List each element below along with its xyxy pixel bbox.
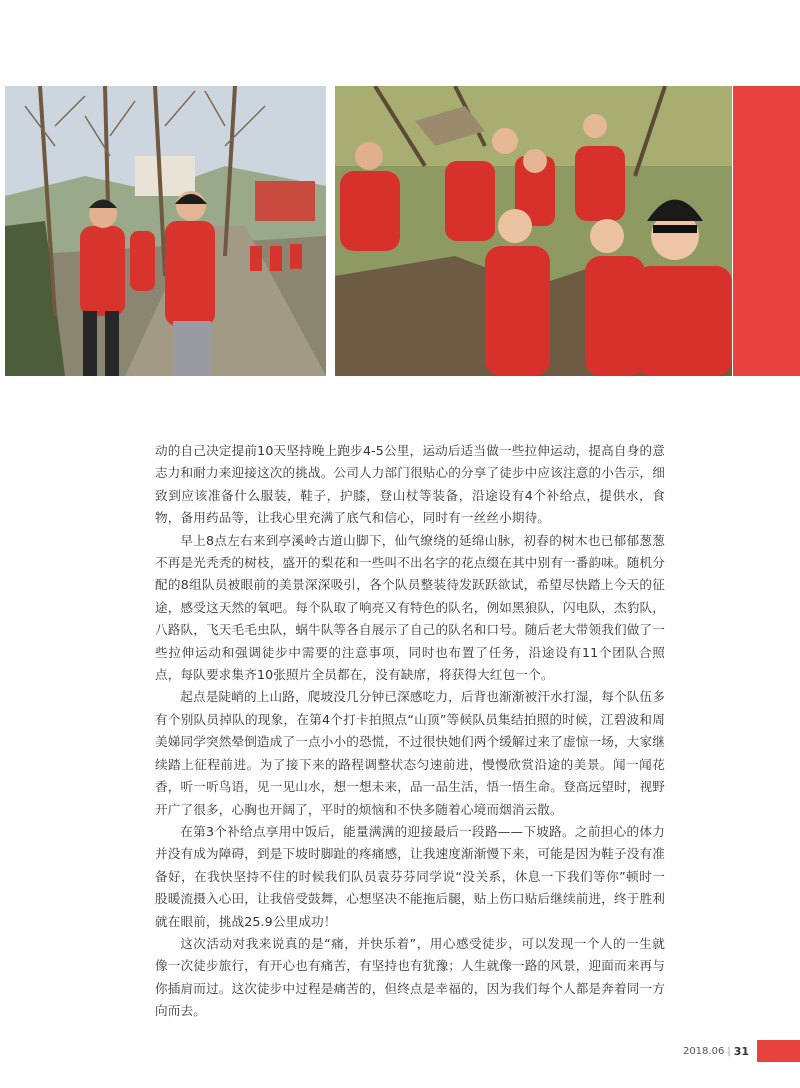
group-hikers-photo — [335, 86, 732, 376]
article-paragraph: 这次活动对我来说真的是“痛，并快乐着”，用心感受徒步，可以发现一个人的一生就像一次徒步旅行，有开心也有痛苦，有坚持也有犹豫；人生就像一路的风景，迎面而来再与你插肩而过。这次徒步中过程是痛苦的，但终点是幸福的，因为我们每个人都是奔着同一方向而去。 — [155, 935, 665, 1019]
article-paragraph: 早上8点左右来到亭溪岭古道山脚下，仙气缭绕的延绵山脉，初春的树木也已郁郁葱葱不再是光秃秃的树枝，盛开的梨花和一些叫不出名字的花点缀在其中别有一番韵味。随机分配的8组队员被眼前的美景深深吸引，各个队员整装待发跃跃欲试，希望尽快踏上今天的征途，感受这天然的氧吧。每个队取了响亮又有特色的队名，例如黑狼队，闪电队，杰豹队，八路队，飞天毛毛虫队，蜗牛队等各自展示了自己的队名和口号。随后老大带领我们做了一些拉伸运动和强调徒步中需要的注意事项，同时也布置了任务，沿途设有11个团队合照点，每队要求集齐10张照片全员都在，没有缺席，将获得大红包一个。 — [155, 532, 665, 683]
hiking-trail-photo — [5, 86, 326, 376]
article-paragraph: 起点是陡峭的上山路，爬坡没几分钟已深感吃力，后背也渐渐被汗水打湿，每个队伍多有个别队员掉队的现象，在第4个打卡拍照点“山顶”等候队员集结拍照的时候，江碧波和周美娣同学突然晕倒造成了一点小小的恐慌，不过很快她们两个缓解过来了虚惊一场，大家继续踏上征程前进。为了接下来的路程调整状态匀速前进，慢慢欣赏沿途的美景。闻一闻花香，听一听鸟语，见一见山水，想一想未来，品一品生活，悟一悟生命。登高远望时，视野开广了很多，心胸也开阔了，平时的烦恼和不快多随着心境而烟消云散。 — [155, 689, 665, 817]
footer-separator: | — [727, 1045, 731, 1057]
accent-tab — [733, 86, 800, 376]
article-paragraph: 动的自己决定提前10天坚持晚上跑步4-5公里，运动后适当做一些拉伸运动，提高自身的意志力和耐力来迎接这次的挑战。公司人力部门很贴心的分享了徒步中应该注意的小告示，细致到应该准备什么服装，鞋子，护膝，登山杖等装备，沿途设有4个补给点，提供水，食物，备用药品等，让我心里充满了底气和信心，同时有一丝丝小期待。 — [155, 443, 665, 526]
page-number: 31 — [733, 1044, 749, 1058]
footer-accent-block — [757, 1040, 800, 1062]
page-footer — [683, 1040, 800, 1062]
issue-date: 2018.06 — [682, 1045, 725, 1057]
article-paragraph: 在第3个补给点享用中饭后，能量满满的迎接最后一段路——下坡路。之前担心的体力并没有成为障碍，到是下坡时脚趾的疼痛感，让我速度渐渐慢下来，可能是因为鞋子没有准备好，在我快坚持不住的时候我们队员袁芬芬同学说“没关系，休息一下我们等你”顿时一股暖流摄入心田，让我倍受鼓舞，心想坚决不能拖后腿，贴上伤口贴后继续前进，终于胜利就在眼前，挑战25.9公里成功！ — [155, 823, 665, 929]
article-body — [155, 440, 665, 1023]
